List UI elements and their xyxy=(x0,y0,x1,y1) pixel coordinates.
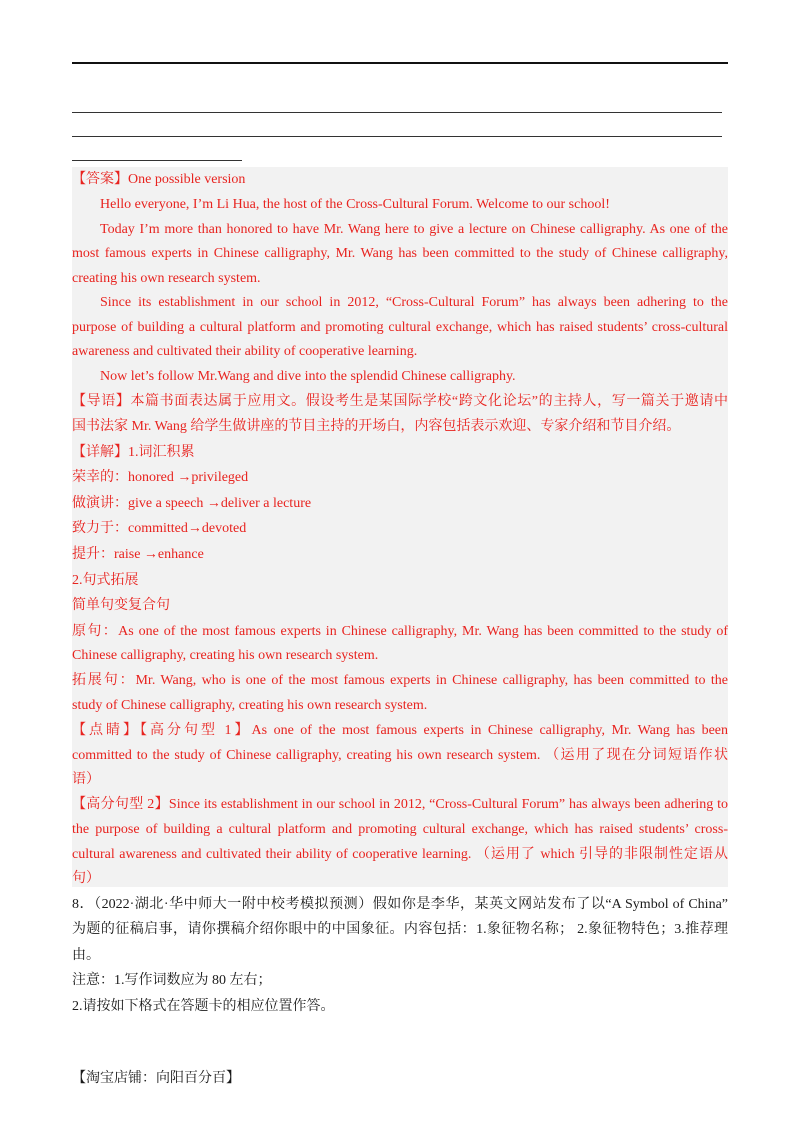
guide-line: 【导语】本篇书面表达属于应用文。假设考生是某国际学校“跨文化论坛”的主持人，写一篇关于邀请中 xyxy=(72,394,728,409)
expanded-sentence: study of Chinese calligraphy, creating his own research system. xyxy=(72,698,428,713)
answer-line: Hello everyone, I’m Li Hua, the host of the Cross-Cultural Forum. Welcome to our school! xyxy=(100,197,610,212)
expanded-sentence: 拓展句：Mr. Wang, who is one of the most famous experts in Chinese calligraphy, has been committed to the xyxy=(72,673,728,688)
answer-line: Today I’m more than honored to have Mr. Wang here to give a lecture on Chinese calligraphy. As one of the xyxy=(100,222,728,237)
footer-shop-label: 【淘宝店铺：向阳百分百】 xyxy=(72,1071,240,1086)
highlight-line: 【点睛】【高分句型 1】As one of the most famous experts in Chinese calligraphy, Mr. Wang has been xyxy=(72,723,728,738)
original-sentence: Chinese calligraphy, creating his own research system. xyxy=(72,648,379,663)
highlight-line: the purpose of building a cultural platform and promoting cultural exchange, which has raised students’ cross- xyxy=(72,822,728,837)
vocab-item: 做演讲：give a speech →deliver a lecture xyxy=(72,496,312,511)
highlight-line: cultural awareness and cultivated their ability of cooperative learning. （运用了 which 引导的非限制性定语从 xyxy=(72,847,728,862)
detail-heading: 【详解】1.词汇积累 xyxy=(72,445,195,460)
question-line: 8．（2022·湖北·华中师大一附中校考模拟预测）假如你是李华，某英文网站发布了以“A Symbol of China” xyxy=(72,897,728,912)
vocab-item: 致力于：committed→devoted xyxy=(72,521,247,536)
answer-line: purpose of building a cultural platform and promoting cultural exchange, which has raised students’ cross-cultural xyxy=(72,320,728,335)
highlight-line: 句） xyxy=(72,871,100,886)
question-note: 注意：1.写作词数应为 80 左右； xyxy=(72,973,272,988)
guide-line: 国书法家 Mr. Wang 给学生做讲座的节目主持的开场白，内容包括表示欢迎、专家介绍和节目介绍。 xyxy=(72,419,681,434)
highlight-line: committed to the study of Chinese calligraphy, creating his own research system. （运用了现在分词短语作状 xyxy=(72,748,728,763)
question-line: 为题的征稿启事，请你撰稿介绍你眼中的中国象征。内容包括：1.象征物名称； 2.象征物特色；3.推荐理 xyxy=(72,922,728,937)
answer-blank-line xyxy=(72,136,722,137)
question-line: 由。 xyxy=(72,948,100,963)
top-rule xyxy=(72,62,728,64)
sentence-section-heading: 2.句式拓展 xyxy=(72,573,139,588)
question-note: 2.请按如下格式在答题卡的相应位置作答。 xyxy=(72,999,335,1014)
answer-line: Now let’s follow Mr.Wang and dive into the splendid Chinese calligraphy. xyxy=(100,369,516,384)
original-sentence: 原句：As one of the most famous experts in Chinese calligraphy, Mr. Wang has been committed to the study of xyxy=(72,624,728,639)
answer-line: Since its establishment in our school in 2012, “Cross-Cultural Forum” has always been adhering to the xyxy=(100,295,728,310)
answer-blank-line xyxy=(72,112,722,113)
answer-line: creating his own research system. xyxy=(72,271,261,286)
answer-heading: 【答案】One possible version xyxy=(72,172,246,187)
vocab-item: 提升：raise →enhance xyxy=(72,547,204,562)
answer-line: most famous experts in Chinese calligraphy, Mr. Wang has been committed to the study of Chinese calligraphy, xyxy=(72,246,728,261)
highlight-line: 【高分句型 2】Since its establishment in our school in 2012, “Cross-Cultural Forum” has always been adhering to xyxy=(72,797,728,812)
vocab-item: 荣幸的：honored →privileged xyxy=(72,470,249,485)
highlight-line: 语） xyxy=(72,772,100,787)
sentence-subheading: 简单句变复合句 xyxy=(72,598,170,613)
answer-line: awareness and cultivated their ability of cooperative learning. xyxy=(72,344,418,359)
answer-blank-line xyxy=(72,160,242,161)
